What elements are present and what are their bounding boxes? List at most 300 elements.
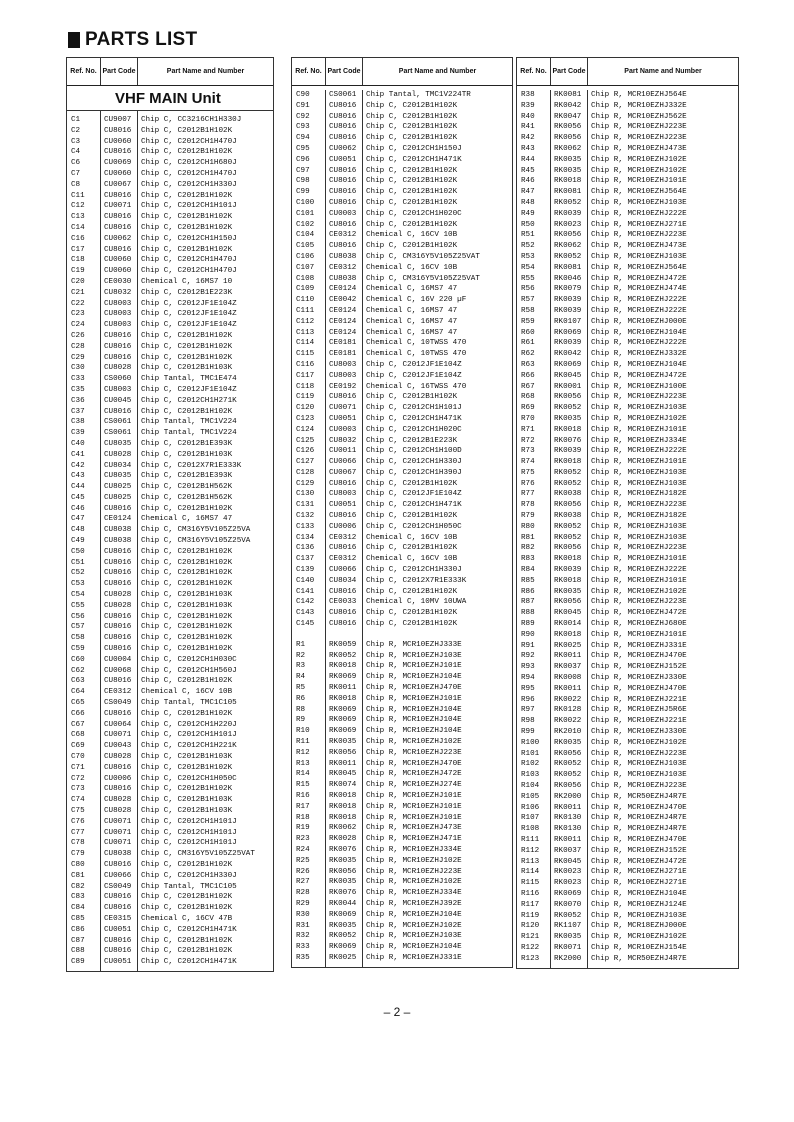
ref-cell: R17 bbox=[296, 802, 310, 811]
ref-cell: C128 bbox=[296, 468, 315, 477]
code-cell: CU8016 bbox=[104, 785, 132, 794]
table-row bbox=[67, 320, 273, 331]
name-cell: Chip C, C2012B1H102K bbox=[141, 126, 233, 135]
ref-cell: C127 bbox=[296, 458, 315, 467]
ref-cell: C82 bbox=[71, 882, 85, 891]
table-row bbox=[67, 730, 273, 741]
table-row bbox=[67, 903, 273, 914]
ref-cell: R45 bbox=[521, 166, 535, 175]
code-cell: RK0052 bbox=[554, 911, 582, 920]
ref-cell: R92 bbox=[521, 652, 535, 661]
name-cell: Chip C, C2012CH1H101J bbox=[141, 828, 237, 837]
ref-cell: R26 bbox=[296, 867, 310, 876]
name-cell: Chip R, MCR10EZHJ470E bbox=[591, 684, 687, 693]
ref-cell: R71 bbox=[521, 425, 535, 434]
table-body bbox=[67, 86, 273, 971]
name-cell: Chip R, MCR10EZHJ271E bbox=[591, 879, 687, 888]
table-row bbox=[67, 212, 273, 223]
code-cell: RK0025 bbox=[329, 953, 357, 962]
name-cell: Chemical C, 16CV 10B bbox=[366, 533, 458, 542]
code-cell: CU8016 bbox=[104, 709, 132, 718]
parts-table-1 bbox=[66, 57, 274, 972]
name-cell: Chemical C, 16V 220 µF bbox=[366, 296, 467, 305]
ref-cell: R73 bbox=[521, 447, 535, 456]
code-cell: CE0124 bbox=[329, 317, 357, 326]
code-cell: CE0124 bbox=[329, 328, 357, 337]
ref-cell: R52 bbox=[521, 242, 535, 251]
name-cell: Chip R, MCR10EZHJ470E bbox=[591, 835, 687, 844]
code-cell: CU8016 bbox=[104, 504, 132, 513]
ref-cell: C44 bbox=[71, 483, 85, 492]
name-cell: Chip R, MCR10EZHJ152E bbox=[591, 663, 687, 672]
name-cell: Chip R, MCR10EZHJ000E bbox=[591, 317, 687, 326]
ref-cell: C17 bbox=[71, 245, 85, 254]
ref-cell: R46 bbox=[521, 177, 535, 186]
table-row bbox=[67, 525, 273, 536]
name-cell: Chip C, C2012B1H102K bbox=[366, 544, 458, 553]
code-cell: CU8016 bbox=[104, 936, 132, 945]
name-cell: Chip C, C2012B1H102K bbox=[366, 101, 458, 110]
ref-cell: C110 bbox=[296, 296, 315, 305]
ref-cell: R68 bbox=[521, 393, 535, 402]
table-row bbox=[67, 450, 273, 461]
table-row bbox=[67, 234, 273, 245]
name-cell: Chip C, C2012CH1H020C bbox=[366, 425, 462, 434]
ref-cell: C49 bbox=[71, 537, 85, 546]
code-cell: CU0071 bbox=[104, 202, 132, 211]
name-cell: Chip R, MCR10EZHJ104E bbox=[366, 727, 462, 736]
name-cell: Chip R, MCR10EZHJ102E bbox=[366, 921, 462, 930]
ref-cell: C100 bbox=[296, 198, 315, 207]
code-cell: CU0071 bbox=[104, 731, 132, 740]
code-cell: RK0056 bbox=[329, 748, 357, 757]
code-cell: RK0011 bbox=[554, 684, 582, 693]
table-row bbox=[67, 547, 273, 558]
ref-cell: C51 bbox=[71, 558, 85, 567]
ref-cell: R86 bbox=[521, 587, 535, 596]
ref-cell: C33 bbox=[71, 375, 85, 384]
table-row bbox=[67, 784, 273, 795]
code-cell: RK0028 bbox=[329, 835, 357, 844]
ref-cell: R25 bbox=[296, 856, 310, 865]
code-cell: CU8016 bbox=[104, 612, 132, 621]
name-cell: Chip C, C2012B1H102K bbox=[366, 112, 458, 121]
code-cell: RK0052 bbox=[554, 760, 582, 769]
name-cell: Chip R, MCR10EZHJ103E bbox=[591, 760, 687, 769]
code-cell: RK0018 bbox=[329, 802, 357, 811]
ref-cell: R94 bbox=[521, 674, 535, 683]
parts-list-heading bbox=[68, 30, 197, 50]
code-cell: RK2000 bbox=[554, 954, 582, 963]
table-row bbox=[67, 676, 273, 687]
code-cell: CU0060 bbox=[104, 169, 132, 178]
code-cell: CU8025 bbox=[104, 493, 132, 502]
code-cell: CE0312 bbox=[104, 688, 132, 697]
ref-cell: R10 bbox=[296, 727, 310, 736]
table-row bbox=[67, 914, 273, 925]
ref-cell: R66 bbox=[521, 371, 535, 380]
code-cell: CU0071 bbox=[329, 404, 357, 413]
name-cell: Chip R, MCR10EZHJ103E bbox=[591, 522, 687, 531]
table-row bbox=[67, 158, 273, 169]
ref-cell: R1 bbox=[296, 640, 306, 649]
table-row bbox=[67, 579, 273, 590]
ref-cell: C11 bbox=[71, 191, 85, 200]
code-cell: CE0124 bbox=[104, 515, 132, 524]
name-cell: Chip C, C2012B1H102K bbox=[366, 587, 458, 596]
ref-cell: R106 bbox=[521, 803, 540, 812]
name-cell: Chip R, MCR10EZHJ331E bbox=[366, 953, 462, 962]
name-cell: Chip C, C2012JF1E104Z bbox=[366, 360, 462, 369]
code-cell: CU8016 bbox=[104, 331, 132, 340]
table-row bbox=[67, 288, 273, 299]
code-cell: RK0052 bbox=[554, 479, 582, 488]
code-cell: CU8028 bbox=[104, 796, 132, 805]
code-cell: RK0062 bbox=[329, 824, 357, 833]
ref-cell: C18 bbox=[71, 256, 85, 265]
ref-cell: C133 bbox=[296, 522, 315, 531]
code-cell: CS0061 bbox=[104, 429, 132, 438]
code-cell: RK0062 bbox=[554, 144, 582, 153]
name-cell: Chip C, C2012CH1H330J bbox=[366, 566, 462, 575]
code-cell: RK0018 bbox=[554, 555, 582, 564]
code-cell: CU8028 bbox=[104, 364, 132, 373]
code-cell: CU8038 bbox=[104, 526, 132, 535]
ref-cell: C53 bbox=[71, 580, 85, 589]
ref-cell: C38 bbox=[71, 418, 85, 427]
code-cell: CU0006 bbox=[104, 774, 132, 783]
ref-cell: R35 bbox=[296, 953, 310, 962]
ref-cell: C2 bbox=[71, 126, 81, 135]
ref-cell: C129 bbox=[296, 479, 315, 488]
name-cell: Chip R, MCR10EZHJ470E bbox=[591, 652, 687, 661]
name-cell: Chip R, MCR10EZHJ222E bbox=[591, 339, 687, 348]
name-cell: Chip C, C2012B1H102K bbox=[141, 213, 233, 222]
ref-cell: C62 bbox=[71, 666, 85, 675]
ref-cell: C75 bbox=[71, 807, 85, 815]
code-cell: CU0062 bbox=[104, 234, 132, 243]
code-cell: RK0035 bbox=[554, 933, 582, 942]
name-cell: Chip C, C2012B1H102K bbox=[141, 342, 233, 351]
ref-cell: R119 bbox=[521, 911, 540, 920]
ref-cell: R95 bbox=[521, 684, 535, 693]
code-cell: CU8016 bbox=[104, 677, 132, 686]
ref-cell: R38 bbox=[521, 91, 535, 99]
name-cell: Chip C, C2012B1H102K bbox=[141, 709, 233, 718]
ref-cell: C107 bbox=[296, 263, 315, 272]
ref-cell: R120 bbox=[521, 922, 540, 931]
code-cell: RK0056 bbox=[554, 134, 582, 143]
ref-cell: C37 bbox=[71, 407, 85, 416]
ref-cell: C105 bbox=[296, 242, 315, 251]
ref-cell: C119 bbox=[296, 393, 315, 402]
code-cell: CU8016 bbox=[329, 198, 357, 207]
name-cell: Chip C, CM316Y5V105Z25VAT bbox=[141, 850, 255, 859]
ref-cell: R40 bbox=[521, 112, 535, 121]
name-cell: Chip R, MCR10EZHJ473E bbox=[591, 242, 687, 251]
ref-cell: R108 bbox=[521, 825, 540, 834]
parts-table-3 bbox=[516, 57, 739, 969]
ref-cell: R103 bbox=[521, 771, 540, 780]
name-cell: Chip R, MCR10EZHJ223E bbox=[591, 134, 687, 143]
ref-cell: R39 bbox=[521, 101, 535, 110]
name-cell: Chip R, MCR10EZHJ104E bbox=[366, 673, 462, 682]
name-cell: Chip C, C2012CH1H470J bbox=[141, 267, 237, 276]
heading-square-icon bbox=[68, 32, 80, 48]
ref-cell: C45 bbox=[71, 493, 85, 502]
code-cell: RK0039 bbox=[554, 209, 582, 218]
table-row bbox=[67, 709, 273, 720]
table-row bbox=[67, 169, 273, 180]
code-cell: CU8016 bbox=[329, 101, 357, 110]
code-cell: RK0045 bbox=[554, 371, 582, 380]
name-cell: Chip R, MCR10EZHJ223E bbox=[591, 544, 687, 553]
name-cell: Chip R, MCR10EZHJ101E bbox=[366, 802, 462, 811]
code-cell: RK0056 bbox=[554, 749, 582, 758]
table-header bbox=[517, 58, 738, 86]
code-cell: RK0076 bbox=[554, 436, 582, 445]
ref-cell: R3 bbox=[296, 662, 306, 671]
name-cell: Chip R, MCR10EZHJ223E bbox=[591, 598, 687, 607]
code-cell: RK0023 bbox=[554, 220, 582, 229]
ref-cell: C67 bbox=[71, 720, 85, 729]
column-divider bbox=[362, 90, 363, 967]
code-cell: CU8016 bbox=[329, 609, 357, 618]
ref-cell: C130 bbox=[296, 490, 315, 499]
ref-cell: R53 bbox=[521, 252, 535, 261]
code-cell: RK0025 bbox=[554, 641, 582, 650]
ref-cell: R4 bbox=[296, 673, 306, 682]
code-cell: RK0056 bbox=[554, 782, 582, 790]
table-row bbox=[67, 428, 273, 439]
code-cell: CU0011 bbox=[329, 447, 357, 456]
code-cell: CS0060 bbox=[104, 375, 132, 384]
ref-cell: R74 bbox=[521, 458, 535, 467]
table-row bbox=[67, 687, 273, 698]
column-divider bbox=[100, 86, 101, 971]
ref-cell: C101 bbox=[296, 209, 315, 218]
ref-cell: C96 bbox=[296, 155, 310, 164]
name-cell: Chip R, MCR18EZHJ000E bbox=[591, 922, 687, 931]
table-header bbox=[292, 58, 512, 86]
name-cell: Chip R, MCR10EZHJ223E bbox=[366, 867, 462, 876]
name-cell: Chip C, C2012CH1H560J bbox=[141, 666, 237, 675]
code-cell: CU8032 bbox=[329, 436, 357, 445]
name-cell: Chip R, MCR10EZHJ101E bbox=[366, 694, 462, 703]
table-row bbox=[67, 147, 273, 158]
table-row bbox=[67, 892, 273, 903]
code-cell: RK0035 bbox=[554, 155, 582, 164]
code-cell: CU8028 bbox=[104, 450, 132, 459]
table-row bbox=[67, 795, 273, 806]
ref-cell: R16 bbox=[296, 792, 310, 800]
ref-cell: C71 bbox=[71, 763, 85, 772]
code-cell: RK0022 bbox=[554, 695, 582, 704]
name-cell: Chip C, C2012CH1H050C bbox=[141, 774, 237, 783]
name-cell: Chip C, C2012CH1H101J bbox=[141, 731, 237, 740]
code-cell: CU0066 bbox=[329, 566, 357, 575]
code-cell: RK0014 bbox=[554, 620, 582, 629]
code-cell: CU0064 bbox=[104, 720, 132, 729]
name-cell: Chip R, MCR10EZHJ100E bbox=[591, 382, 687, 391]
code-cell: RK0079 bbox=[554, 285, 582, 294]
code-cell: CU8016 bbox=[104, 763, 132, 772]
name-cell: Chip R, MCR10EZHJ472E bbox=[591, 274, 687, 283]
name-cell: Chip C, C2012B1H103K bbox=[141, 591, 233, 600]
ref-cell: R111 bbox=[521, 835, 540, 844]
ref-cell: C8 bbox=[71, 180, 81, 189]
name-cell: Chip C, C2012B1H102K bbox=[366, 134, 458, 143]
code-cell: RK0037 bbox=[554, 663, 582, 672]
ref-cell: R98 bbox=[521, 717, 535, 726]
name-header: Part Name and Number bbox=[137, 58, 273, 85]
table-row bbox=[67, 763, 273, 774]
table-row bbox=[67, 601, 273, 612]
ref-cell: C104 bbox=[296, 231, 315, 240]
code-cell: CE0312 bbox=[329, 231, 357, 240]
ref-cell: C63 bbox=[71, 677, 85, 686]
table-row bbox=[67, 180, 273, 191]
name-cell: Chip R, MCR10EZHJ102E bbox=[591, 738, 687, 747]
table-row bbox=[67, 590, 273, 601]
ref-cell: C58 bbox=[71, 634, 85, 643]
ref-cell: R81 bbox=[521, 533, 535, 542]
name-cell: Chip R, MCR10EZHJ104E bbox=[591, 328, 687, 337]
ref-cell: C78 bbox=[71, 839, 85, 848]
ref-cell: R30 bbox=[296, 910, 310, 919]
ref-cell: C126 bbox=[296, 447, 315, 456]
ref-cell: C30 bbox=[71, 364, 85, 373]
ref-cell: R83 bbox=[521, 555, 535, 564]
name-cell: Chip C, C2012B1H102K bbox=[366, 479, 458, 488]
ref-cell: R113 bbox=[521, 857, 540, 866]
name-cell: Chip R, MCR10EZHJ103E bbox=[591, 533, 687, 542]
ref-cell: R62 bbox=[521, 350, 535, 359]
code-cell: CU8003 bbox=[104, 310, 132, 319]
code-cell: RK0008 bbox=[554, 674, 582, 683]
name-cell: Chip R, MCR10EZHJ102E bbox=[591, 587, 687, 596]
name-cell: Chip R, MCR10EZHJ470E bbox=[366, 684, 462, 693]
code-cell: CU8016 bbox=[329, 544, 357, 553]
code-cell: RK0052 bbox=[329, 932, 357, 941]
name-cell: Chip C, C2012CH1H471K bbox=[366, 501, 462, 510]
ref-cell: R87 bbox=[521, 598, 535, 607]
name-cell: Chip R, MCR10EZHJ103E bbox=[591, 198, 687, 207]
table-row bbox=[67, 363, 273, 374]
ref-cell: C91 bbox=[296, 101, 310, 110]
name-cell: Chip C, C2012B1H102K bbox=[366, 242, 458, 251]
name-cell: Chip C, C2012B1H102K bbox=[366, 198, 458, 207]
ref-cell: C46 bbox=[71, 504, 85, 513]
code-cell: RK0039 bbox=[554, 306, 582, 315]
ref-cell: C136 bbox=[296, 544, 315, 553]
ref-cell: C54 bbox=[71, 591, 85, 600]
code-cell: CU8016 bbox=[104, 623, 132, 632]
code-cell: RK0018 bbox=[329, 813, 357, 822]
name-cell: Chip R, MCR10EZHJ103E bbox=[366, 651, 462, 660]
code-cell: CE0312 bbox=[329, 555, 357, 564]
name-cell: Chip R, MCR10EZHJ104E bbox=[366, 910, 462, 919]
ref-cell: C113 bbox=[296, 328, 315, 337]
code-cell: CU8016 bbox=[104, 947, 132, 956]
code-cell: RK0069 bbox=[329, 705, 357, 714]
ref-cell: R31 bbox=[296, 921, 310, 930]
name-cell: Chip R, MCR10EZHJ124E bbox=[591, 900, 687, 909]
ref-cell: C23 bbox=[71, 310, 85, 319]
code-cell: RK0069 bbox=[329, 673, 357, 682]
table-row bbox=[67, 720, 273, 731]
code-cell: RK0056 bbox=[554, 123, 582, 132]
name-cell: Chip R, MCR10EZHJ102E bbox=[591, 155, 687, 164]
ref-cell: R85 bbox=[521, 576, 535, 585]
code-cell: RK1107 bbox=[554, 922, 582, 931]
name-cell: Chip R, MCR10EZHJ101E bbox=[591, 458, 687, 467]
name-cell: Chip C, C2012B1H102K bbox=[141, 558, 233, 567]
name-cell: Chip R, MCR10EZHJ101E bbox=[366, 662, 462, 671]
ref-cell: C87 bbox=[71, 936, 85, 945]
code-cell: RK0018 bbox=[554, 458, 582, 467]
unit-title: VHF MAIN Unit bbox=[67, 86, 273, 111]
name-cell: Chip C, C2012JF1E104Z bbox=[141, 385, 237, 394]
ref-cell: C134 bbox=[296, 533, 315, 542]
name-cell: Chemical C, 16TWSS 470 bbox=[366, 382, 467, 391]
code-cell: CE0312 bbox=[329, 533, 357, 542]
table-row bbox=[67, 698, 273, 709]
name-cell: Chip C, C2012B1H103K bbox=[141, 450, 233, 459]
name-cell: Chip R, MCR10EZHJ223E bbox=[591, 123, 687, 132]
ref-cell: C43 bbox=[71, 472, 85, 481]
code-cell: RK0056 bbox=[554, 231, 582, 240]
ref-cell: C4 bbox=[71, 148, 81, 157]
name-cell: Chip R, MCR10EZHJ104E bbox=[591, 360, 687, 369]
name-cell: Chip R, MCR10EZHJ473E bbox=[366, 824, 462, 833]
ref-cell: C86 bbox=[71, 925, 85, 934]
name-cell: Chip R, MCR10EZHJ103E bbox=[591, 771, 687, 780]
code-cell: CU8016 bbox=[104, 645, 132, 654]
code-cell: RK0056 bbox=[554, 501, 582, 510]
ref-cell: R116 bbox=[521, 889, 540, 898]
code-cell: RK0046 bbox=[554, 274, 582, 283]
code-cell: CU8016 bbox=[329, 587, 357, 596]
table-row bbox=[67, 309, 273, 320]
code-cell: CU8028 bbox=[104, 601, 132, 610]
ref-cell: R112 bbox=[521, 846, 540, 855]
name-cell: Chip R, MCR10EZHJ221E bbox=[591, 717, 687, 726]
ref-cell: R19 bbox=[296, 824, 310, 833]
ref-cell: C84 bbox=[71, 904, 85, 913]
code-cell: RK0052 bbox=[554, 198, 582, 207]
code-cell: RK0035 bbox=[554, 414, 582, 423]
ref-cell: C41 bbox=[71, 450, 85, 459]
code-cell: CE0181 bbox=[329, 339, 357, 348]
ref-cell: C90 bbox=[296, 91, 310, 99]
name-cell: Chip R, MCR10EZHJ154E bbox=[591, 943, 687, 952]
code-cell: RK0039 bbox=[554, 447, 582, 456]
table-row bbox=[67, 514, 273, 525]
code-cell: RK0047 bbox=[554, 112, 582, 121]
ref-cell: R75 bbox=[521, 468, 535, 477]
code-cell: RK0056 bbox=[554, 393, 582, 402]
ref-cell: C48 bbox=[71, 526, 85, 535]
name-cell: Chip C, C2012B1H102K bbox=[366, 609, 458, 618]
ref-cell: R29 bbox=[296, 899, 310, 908]
name-cell: Chip C, C2012CH1H470J bbox=[141, 137, 237, 146]
name-cell: Chip C, C2012B1H102K bbox=[141, 612, 233, 621]
ref-cell: C52 bbox=[71, 569, 85, 578]
ref-cell: C28 bbox=[71, 342, 85, 351]
code-cell: RK0035 bbox=[554, 166, 582, 175]
name-cell: Chip C, C2012B1H102K bbox=[141, 645, 233, 654]
